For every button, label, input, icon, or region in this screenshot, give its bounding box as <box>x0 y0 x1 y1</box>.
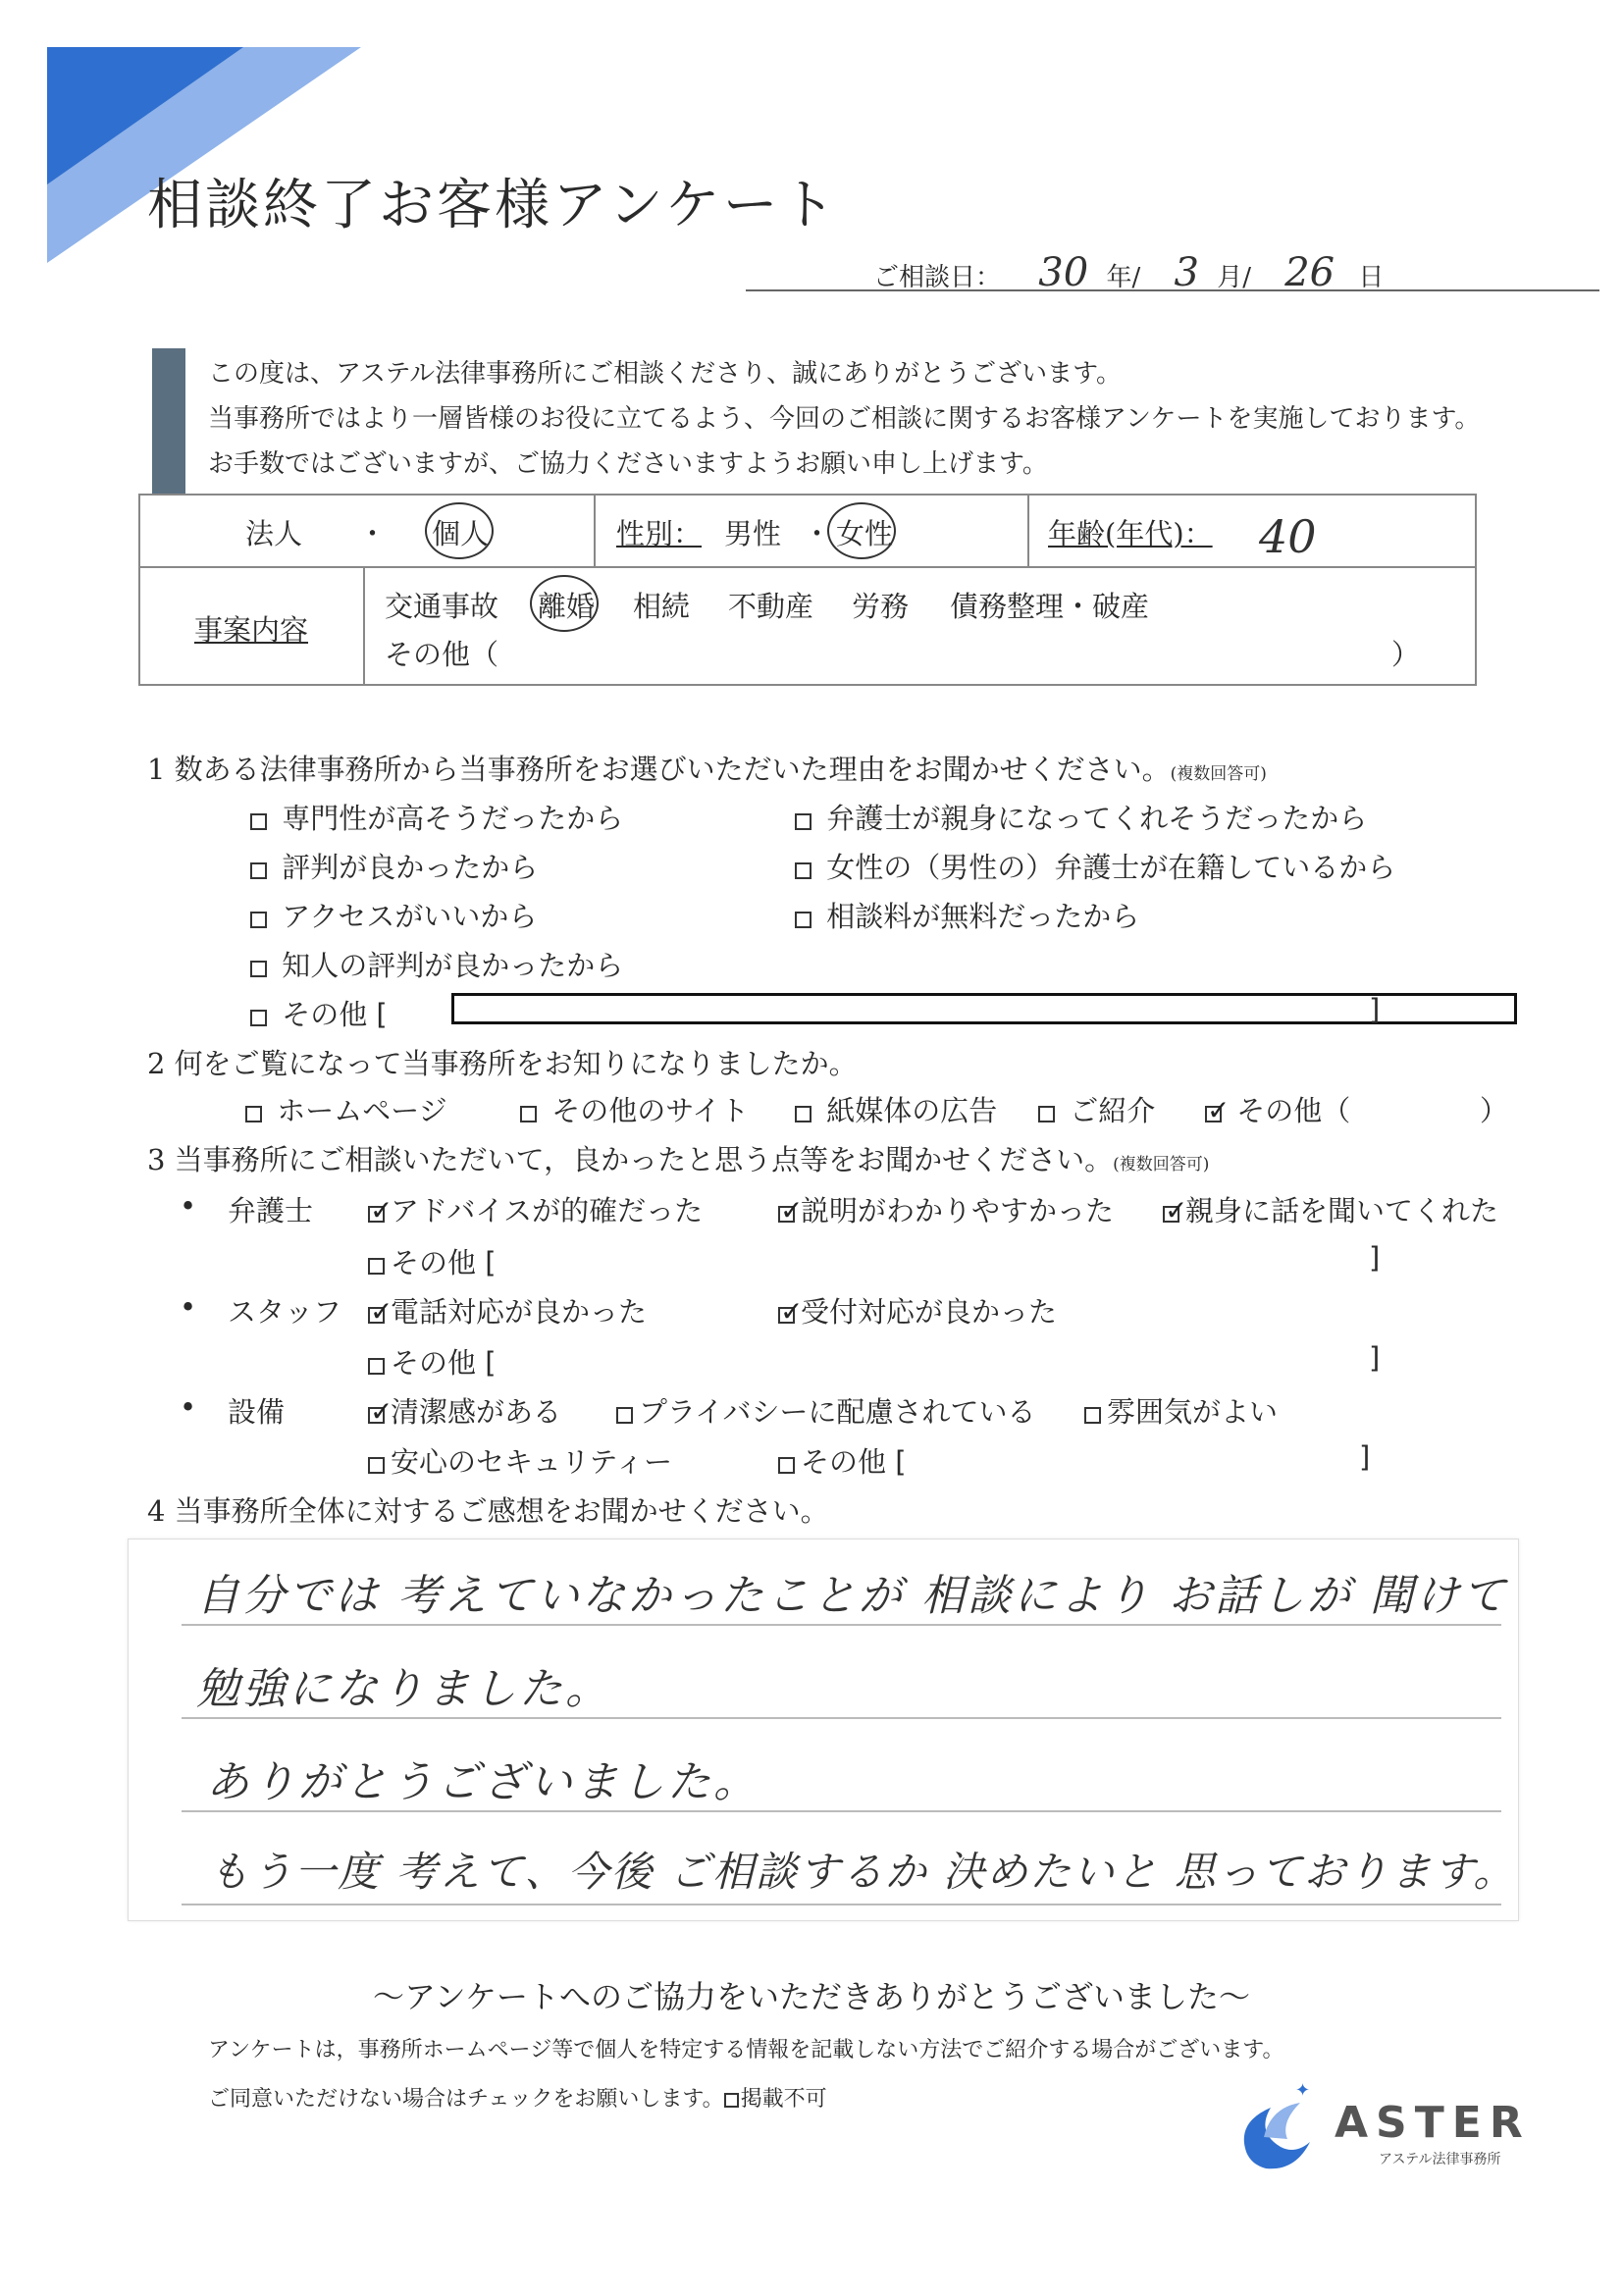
q1-other-close: ] <box>1369 993 1381 1026</box>
case-other[interactable]: その他（ <box>385 638 499 671</box>
q1-label: アクセスがいいから <box>282 900 538 933</box>
q4-answer-line-2[interactable]: 勉強になりました。 <box>196 1664 611 1714</box>
q3-lawyer-label: 弁護士 <box>228 1194 314 1227</box>
profile-col-divider-2 <box>1027 494 1029 566</box>
female-circle-mark <box>827 502 896 559</box>
case-divorce[interactable]: 離婚 <box>538 590 596 623</box>
brand-subtitle: アステル法律事務所 <box>1379 2152 1501 2167</box>
q3-label: 受付対応が良かった <box>801 1295 1058 1329</box>
checkbox-icon[interactable] <box>1038 1106 1055 1122</box>
q3-facility-privacy[interactable] <box>616 1390 1036 1431</box>
checkbox-checked-icon[interactable] <box>368 1407 385 1424</box>
q1-label: 女性の（男性の）弁護士が在籍しているから <box>826 851 1396 884</box>
date-underline <box>746 289 1599 291</box>
q1-title <box>147 748 1267 788</box>
svg-text:✦: ✦ <box>1295 2080 1311 2101</box>
q3-staff-label: スタッフ <box>228 1295 342 1329</box>
q2-label: その他（ <box>1236 1094 1351 1127</box>
q3-label: 清潔感がある <box>391 1395 562 1429</box>
answer-rule <box>182 1624 1501 1626</box>
case-realestate[interactable]: 不動産 <box>728 590 814 623</box>
age-value: 40 <box>1259 510 1317 563</box>
gender-dot: ・ <box>803 517 832 550</box>
intro-bar <box>152 348 185 494</box>
checkbox-checked-icon[interactable] <box>778 1206 795 1223</box>
q2-other-close: ） <box>1480 1094 1509 1127</box>
checkbox-icon[interactable] <box>368 1258 385 1275</box>
kojin-option[interactable]: 個人 <box>432 517 490 550</box>
footer-thanks: ～アンケートへのご協力をいただきありがとうございました～ <box>372 1978 1251 2015</box>
q3-label: 親身に話を聞いてくれた <box>1185 1194 1499 1227</box>
case-debt[interactable]: 債務整理・破産 <box>950 590 1150 623</box>
intro-text <box>208 351 1480 487</box>
date-month: 3 <box>1174 250 1199 295</box>
female-option[interactable]: 女性 <box>836 517 894 550</box>
checkbox-icon[interactable] <box>1084 1407 1101 1424</box>
date-year: 30 <box>1038 250 1089 295</box>
kojin-circle-mark <box>425 502 494 559</box>
q2-label: ご紹介 <box>1070 1094 1156 1127</box>
q3-label: その他 [ <box>391 1346 497 1380</box>
q3-label: 電話対応が良かった <box>391 1295 648 1329</box>
q2-title: 2 何をご覧になって当事務所をお知りになりましたか。 <box>147 1047 858 1080</box>
q1-label: 弁護士が親身になってくれそうだったから <box>826 802 1368 835</box>
date-month-unit: 月/ <box>1217 263 1251 292</box>
checkbox-checked-icon[interactable] <box>368 1307 385 1324</box>
checkbox-icon[interactable] <box>795 912 812 928</box>
q3-title <box>147 1138 1209 1178</box>
q2-label: ホームページ <box>277 1094 447 1127</box>
q2-opt-other[interactable] <box>1205 1089 1350 1129</box>
q1-opt-other[interactable] <box>250 993 388 1033</box>
q3-lawyer-listen[interactable] <box>1163 1189 1498 1229</box>
q1-opt-expertise[interactable] <box>250 797 623 837</box>
case-label: 事案内容 <box>194 613 309 647</box>
checkbox-icon[interactable] <box>250 1010 267 1026</box>
checkbox-icon[interactable] <box>250 813 267 830</box>
footer-note-2-text: ご同意いただけない場合はチェックをお願いします。 <box>208 2087 724 2112</box>
checkbox-icon[interactable] <box>245 1106 262 1122</box>
checkbox-checked-icon[interactable] <box>1163 1206 1179 1223</box>
q2-label: その他のサイト <box>551 1094 750 1127</box>
checkbox-icon[interactable] <box>250 862 267 879</box>
no-publish-label: 掲載不可 <box>740 2087 827 2112</box>
profile-dot: ・ <box>358 517 388 550</box>
case-inheritance[interactable]: 相続 <box>633 590 691 623</box>
q3-close: ] <box>1369 1241 1381 1275</box>
q3-label: その他 [ <box>391 1246 497 1279</box>
page-title: 相談終了お客様アンケート <box>147 174 839 237</box>
bullet: • <box>180 1290 197 1324</box>
profile-col-divider-1 <box>594 494 596 566</box>
case-labor[interactable]: 労務 <box>852 590 910 623</box>
q1-opt-gender[interactable] <box>795 846 1395 886</box>
intro-line-2: 当事務所ではより一層皆様のお役に立てるよう、今回のご相談に関するお客様アンケートを実施しております。 <box>208 404 1481 434</box>
intro-line-3: お手数ではございますが、ご協力くださいますようお願い申し上げます。 <box>208 449 1048 479</box>
q1-opt-free[interactable] <box>795 895 1139 935</box>
q3-lawyer-explain[interactable] <box>778 1189 1114 1229</box>
date-year-unit: 年/ <box>1106 263 1141 292</box>
checkbox-icon[interactable] <box>520 1106 537 1122</box>
checkbox-icon[interactable] <box>795 862 812 879</box>
q3-label: その他 [ <box>801 1445 907 1479</box>
checkbox-icon[interactable] <box>368 1358 385 1375</box>
case-traffic[interactable]: 交通事故 <box>385 590 499 623</box>
q3-lawyer-other[interactable] <box>368 1241 497 1281</box>
q3-facility-label: 設備 <box>228 1395 286 1429</box>
q2-opt-print[interactable] <box>795 1089 997 1129</box>
q1-opt-reputation[interactable] <box>250 846 538 886</box>
q3-label: 説明がわかりやすかった <box>801 1194 1115 1227</box>
q2-label: 紙媒体の広告 <box>826 1094 998 1127</box>
q1-title-text: 1 数ある法律事務所から当事務所をお選びいただいた理由をお聞かせください。 <box>147 753 1171 786</box>
q1-label: 相談料が無料だったから <box>826 900 1140 933</box>
checkbox-icon[interactable] <box>250 912 267 928</box>
q3-staff-phone[interactable] <box>368 1290 647 1331</box>
q3-label: アドバイスが的確だった <box>391 1194 704 1227</box>
q3-note: (複数回答可) <box>1113 1155 1210 1174</box>
checkbox-icon[interactable] <box>778 1457 795 1474</box>
checkbox-checked-icon[interactable] <box>778 1307 795 1324</box>
q3-staff-reception[interactable] <box>778 1290 1057 1331</box>
answer-rule <box>182 1810 1501 1812</box>
q1-opt-caring[interactable] <box>795 797 1367 837</box>
checkbox-checked-icon[interactable] <box>1205 1106 1222 1122</box>
aster-logo-icon <box>1227 2078 1325 2176</box>
checkbox-icon[interactable] <box>616 1407 633 1424</box>
date-label: ご相談日： <box>873 263 1002 292</box>
checkbox-icon[interactable] <box>795 813 812 830</box>
q1-opt-access[interactable] <box>250 895 537 935</box>
case-other-close: ） <box>1391 638 1421 671</box>
no-publish-checkbox[interactable] <box>724 2093 739 2108</box>
houjin-option[interactable]: 法人 <box>245 517 303 550</box>
bullet: • <box>180 1390 197 1424</box>
q1-label: 専門性が高そうだったから <box>282 802 624 835</box>
profile-row-divider <box>138 566 1477 568</box>
profile-col-divider-3 <box>363 566 365 686</box>
q3-label: プライバシーに配慮されている <box>639 1395 1036 1429</box>
q3-label: 安心のセキュリティー <box>391 1445 673 1479</box>
checkbox-icon[interactable] <box>795 1106 812 1122</box>
brand-name: ASTER <box>1335 2098 1531 2148</box>
q3-close: ] <box>1359 1440 1371 1474</box>
q3-facility-security[interactable] <box>368 1440 672 1481</box>
answer-rule <box>182 1717 1501 1719</box>
q1-label: その他 [ <box>282 998 388 1031</box>
checkbox-icon[interactable] <box>250 961 267 977</box>
q3-facility-other[interactable] <box>778 1440 907 1481</box>
checkbox-checked-icon[interactable] <box>368 1206 385 1223</box>
age-label: 年齢(年代)： <box>1048 517 1213 550</box>
q3-title-text: 3 当事務所にご相談いただいて，良かったと思う点等をお聞かせください。 <box>147 1143 1114 1176</box>
answer-rule <box>182 1904 1501 1905</box>
male-option[interactable]: 男性 <box>724 517 782 550</box>
footer-note-2 <box>208 2082 827 2113</box>
q1-opt-acquaintance[interactable] <box>250 944 623 984</box>
redaction-box <box>451 993 1517 1024</box>
q3-lawyer-advice[interactable] <box>368 1189 703 1229</box>
q3-staff-other[interactable] <box>368 1341 497 1382</box>
q2-opt-referral[interactable] <box>1038 1089 1155 1129</box>
q2-opt-homepage[interactable] <box>245 1089 447 1129</box>
checkbox-icon[interactable] <box>368 1457 385 1474</box>
q4-answer-line-1[interactable]: 自分では 考えていなかったことが 相談により お話しが 聞けて <box>196 1571 1508 1621</box>
q3-label: 雰囲気がよい <box>1107 1395 1279 1429</box>
divorce-circle-mark <box>530 575 599 632</box>
q3-facility-clean[interactable] <box>368 1390 561 1431</box>
intro-line-1: この度は、アステル法律事務所にご相談くださり、誠にありがとうございます。 <box>208 359 1123 389</box>
footer-note-1: アンケートは，事務所ホームページ等で個人を特定する情報を記載しない方法でご紹介する場合がございます。 <box>208 2038 1284 2062</box>
q1-note: (複数回答可) <box>1170 764 1267 784</box>
q3-facility-atmosphere[interactable] <box>1084 1390 1278 1431</box>
q1-label: 評判が良かったから <box>282 851 539 884</box>
q1-label: 知人の評判が良かったから <box>282 949 624 982</box>
q4-answer-line-4[interactable]: もう一度 考えて、今後 ご相談するか 決めたいと 思っております。 <box>208 1848 1517 1896</box>
q2-opt-othersite[interactable] <box>520 1089 749 1129</box>
bullet: • <box>180 1189 197 1223</box>
q4-answer-line-3[interactable]: ありがとうございました。 <box>206 1757 759 1807</box>
date-day-unit: 日 <box>1358 263 1385 292</box>
gender-label: 性別： <box>616 517 703 550</box>
q3-close: ] <box>1369 1341 1381 1375</box>
date-day: 26 <box>1284 250 1335 295</box>
q4-title: 4 当事務所全体に対するご感想をお聞かせください。 <box>147 1494 829 1528</box>
